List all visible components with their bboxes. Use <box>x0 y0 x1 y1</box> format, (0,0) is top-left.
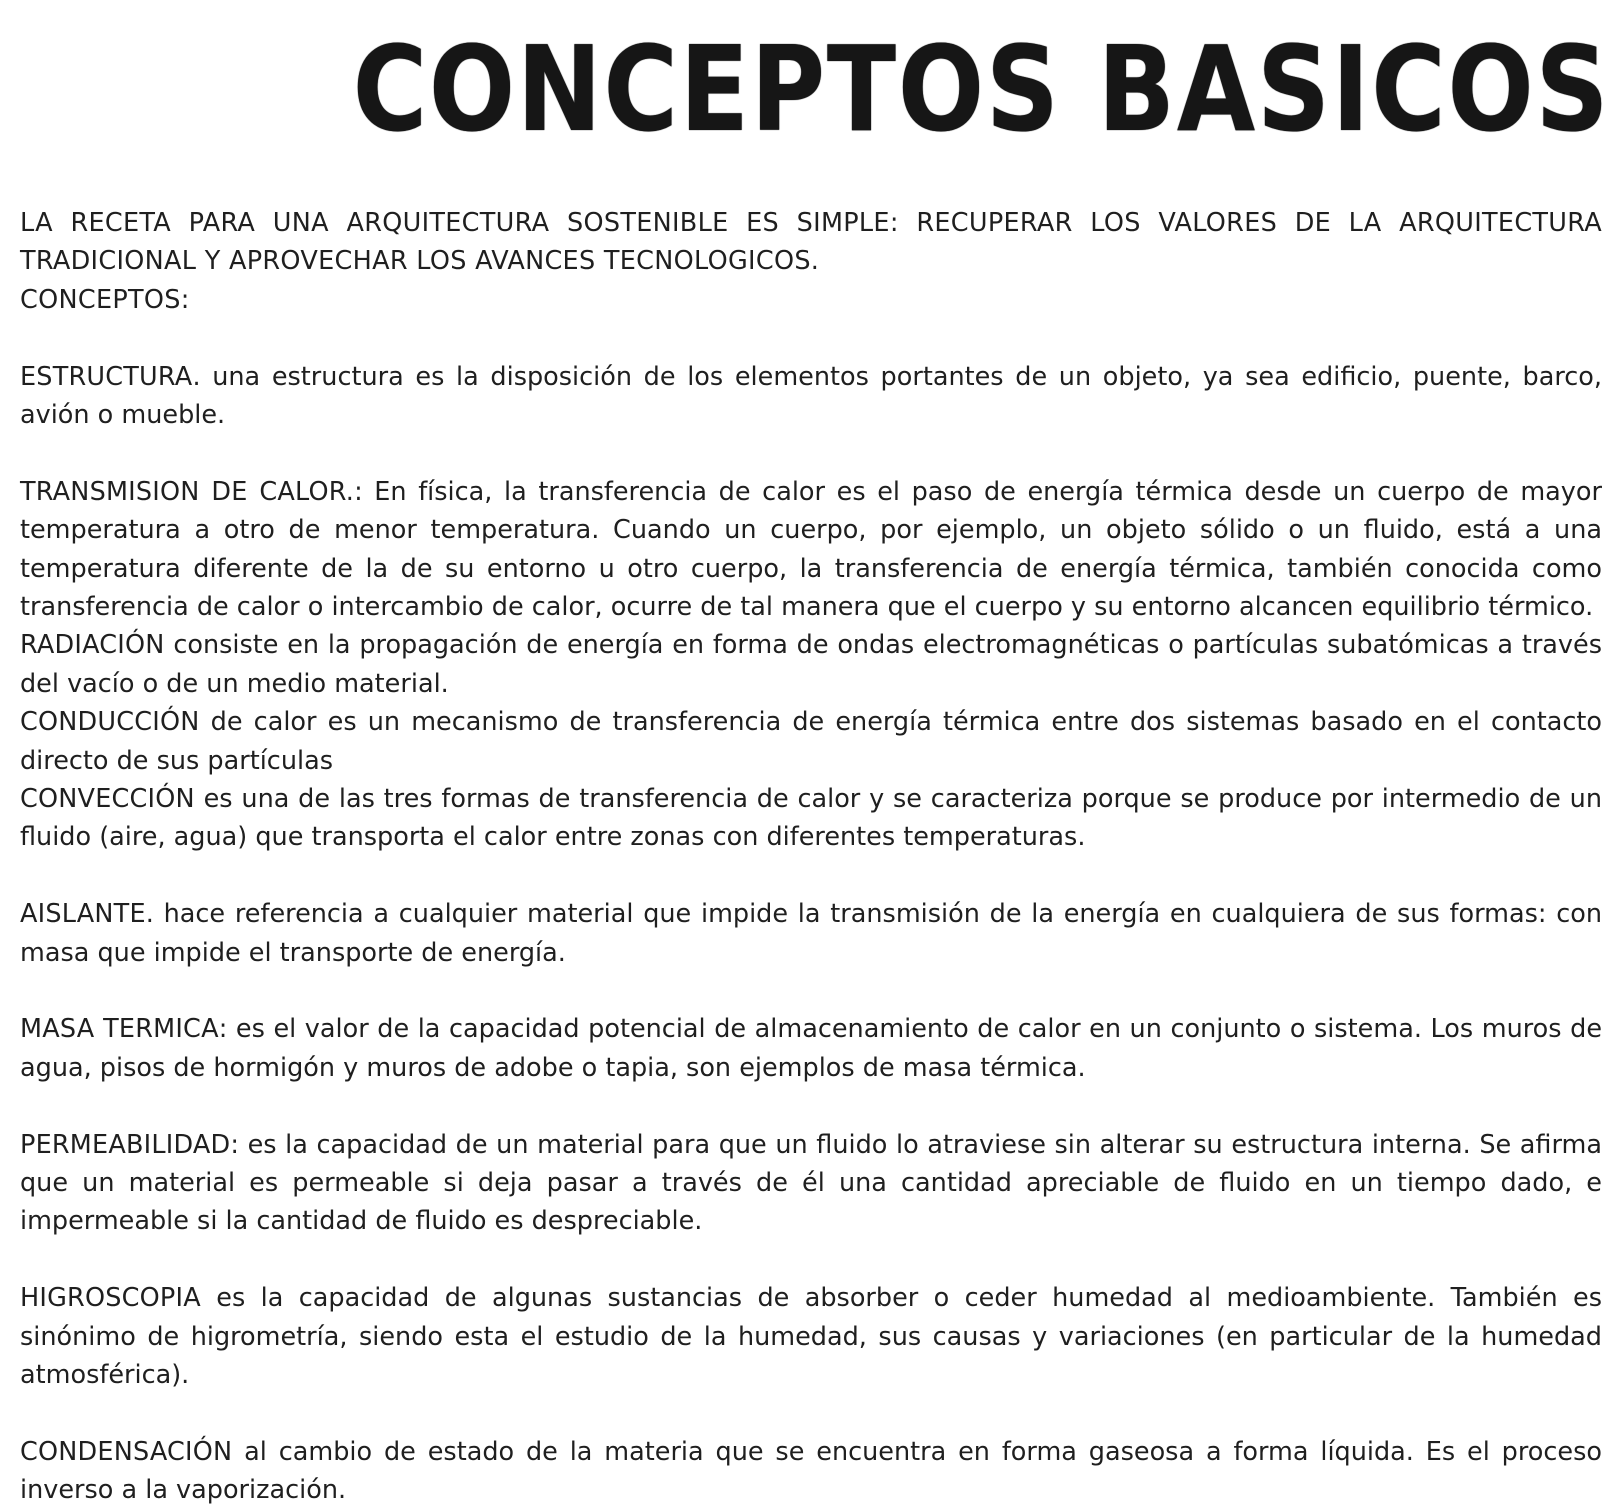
page-title: CONCEPTOS BASICOS <box>352 20 1610 158</box>
term-definition: al cambio de estado de la materia que se encuentra en forma gaseosa a forma líquida. Es el proceso inverso a la vaporización. <box>20 1436 1602 1506</box>
concept-transmision-de-calor <box>20 473 1602 627</box>
document-body <box>20 204 1602 1510</box>
term-label: CONDUCCIÓN <box>20 707 200 738</box>
term-definition: : En física, la transferencia de calor es el paso de energía térmica desde un cuerpo de mayor temperatura a otro de menor temperatura. Cuando un cuerpo, por ejemplo, un objeto sólido o un fluido, está a una temperatura diferente de la de su entorno u otro cuerpo, la transferencia de energía térmica, también conocida como transferencia de calor o intercambio de calor, ocurre de tal manera que el cuerpo y su entorno alcancen equilibrio térmico. <box>20 476 1602 623</box>
term-definition: . una estructura es la disposición de los elementos portantes de un objeto, ya sea edificio, puente, barco, avión o mueble. <box>20 361 1602 431</box>
spacer <box>20 857 1602 895</box>
intro-paragraph: LA RECETA PARA UNA ARQUITECTURA SOSTENIBLE ES SIMPLE: RECUPERAR LOS VALORES DE LA ARQUITECTURA TRADICIONAL Y APROVECHAR LOS AVANCES TECNOLOGICOS. <box>20 208 1602 277</box>
spacer <box>20 1395 1602 1433</box>
term-definition: de calor es un mecanismo de transferencia de energía térmica entre dos sistemas basado en el contacto directo de sus partículas <box>20 707 1602 776</box>
spacer <box>20 434 1602 472</box>
concept-radiacion <box>20 626 1602 703</box>
spacer <box>20 319 1602 357</box>
term-label: CONDENSACIÓN <box>20 1436 233 1467</box>
term-definition: consiste en la propagación de energía en forma de ondas electromagnéticas o partículas subatómicas a través del vacío o de un medio material. <box>20 630 1602 699</box>
term-label: CONVECCIÓN <box>20 784 195 815</box>
concept-condensacion <box>20 1433 1602 1510</box>
term-label: ESTRUCTURA <box>20 361 193 392</box>
term-definition: es la capacidad de algunas sustancias de absorber o ceder humedad al medioambiente. También es sinónimo de higrometría, siendo esta el estudio de la humedad, sus causas y variaciones (en particular de la humedad atmosférica). <box>20 1283 1602 1391</box>
term-label: PERMEABILIDAD <box>20 1129 231 1160</box>
concept-conduccion <box>20 703 1602 780</box>
spacer <box>20 1087 1602 1125</box>
term-definition: : es el valor de la capacidad potencial de almacenamiento de calor en un conjunto o sistema. Los muros de agua, pisos de hormigón y muros de adobe o tapia, son ejemplos de masa térmica. <box>20 1014 1603 1083</box>
concept-estructura <box>20 358 1602 435</box>
concept-masa-termica <box>20 1010 1602 1087</box>
concept-permeabilidad <box>20 1126 1602 1241</box>
concept-aislante <box>20 895 1602 972</box>
term-label: MASA TERMICA <box>20 1014 219 1045</box>
concepts-heading: CONCEPTOS: <box>20 284 190 315</box>
spacer <box>20 972 1602 1010</box>
concept-higroscopia <box>20 1279 1602 1394</box>
term-label: HIGROSCOPIA <box>20 1283 201 1314</box>
term-definition: : es la capacidad de un material para que un fluido lo atraviese sin alterar su estructura interna. Se afirma que un material es permeable si deja pasar a través de él una cantidad apreciable de fluido en un tiempo dado, e impermeable si la cantidad de fluido es despreciable. <box>20 1129 1602 1237</box>
term-definition: es una de las tres formas de transferencia de calor y se caracteriza porque se produce por intermedio de un fluido (aire, agua) que transporta el calor entre zonas con diferentes temperaturas. <box>20 784 1602 853</box>
concept-conveccion <box>20 780 1602 857</box>
spacer <box>20 1241 1602 1279</box>
term-definition: . hace referencia a cualquier material que impide la transmisión de la energía en cualquiera de sus formas: con masa que impide el transporte de energía. <box>20 899 1602 968</box>
term-label: AISLANTE <box>20 899 146 930</box>
term-label: TRANSMISION DE CALOR. <box>20 476 355 507</box>
term-label: RADIACIÓN <box>20 630 165 661</box>
